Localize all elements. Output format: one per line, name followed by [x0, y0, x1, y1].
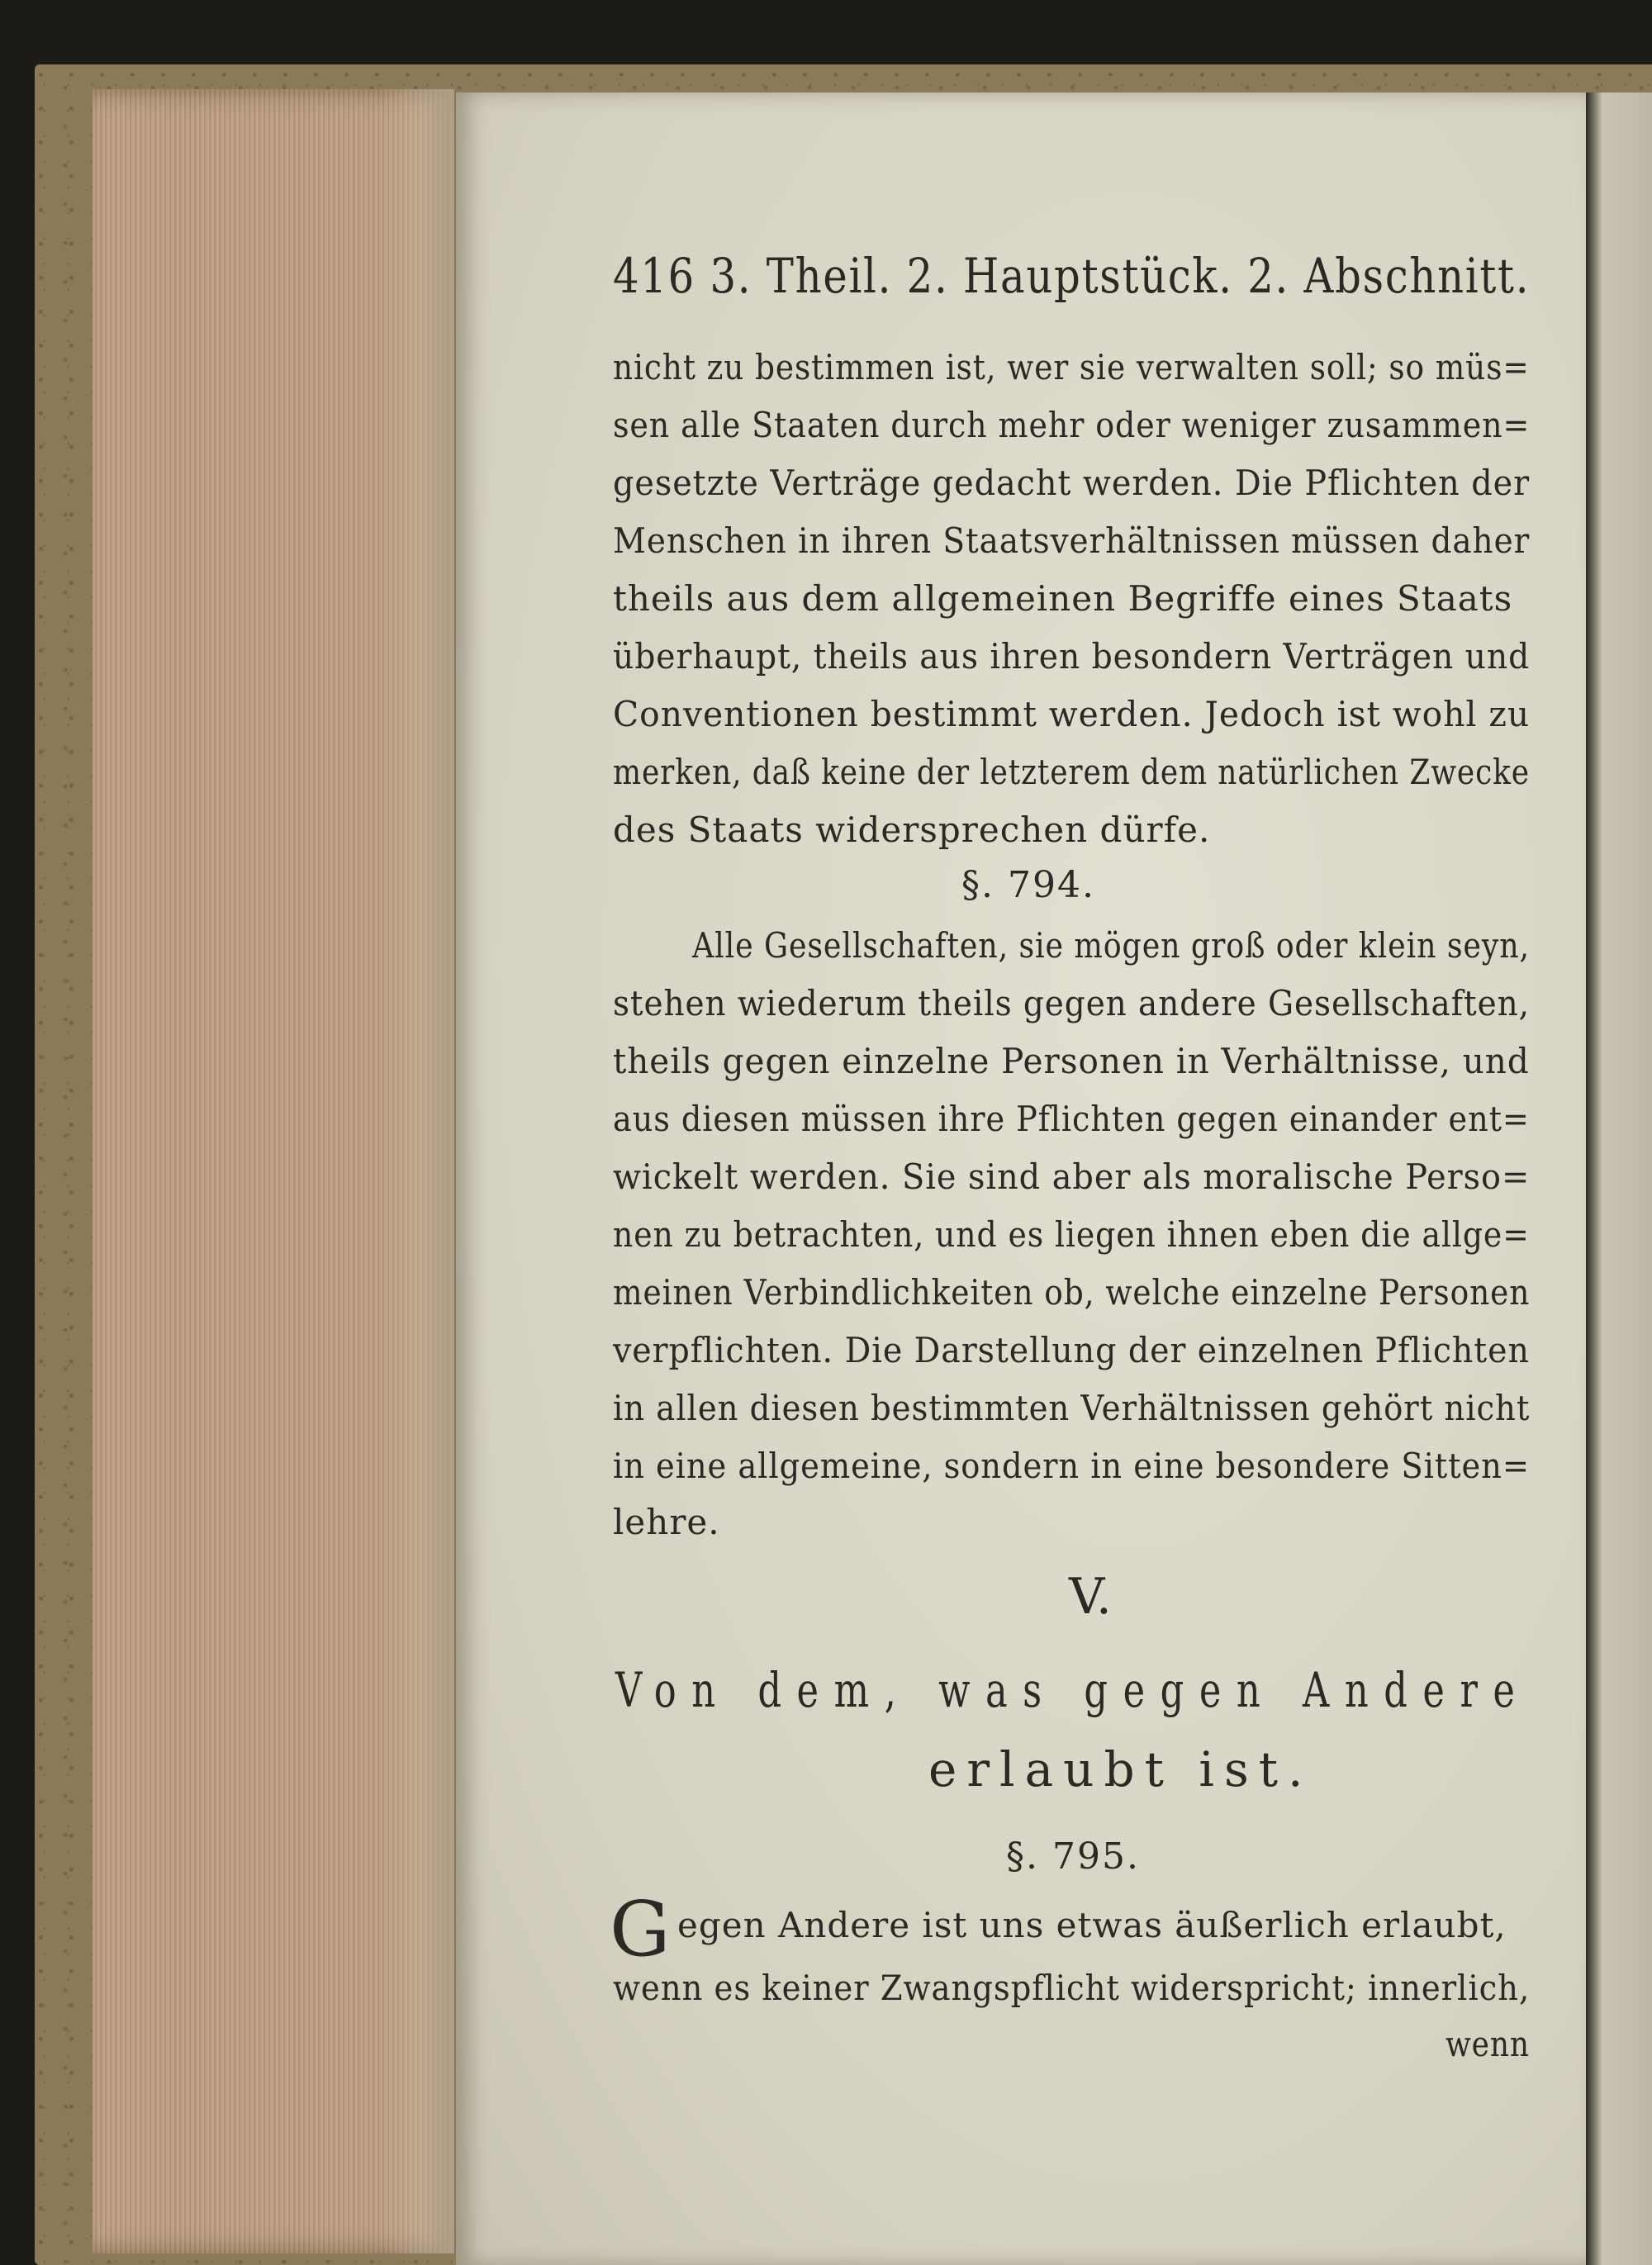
- chapter-title: Von dem, was gegen Andere: [615, 1662, 1531, 1718]
- catchword: wenn: [1446, 2024, 1530, 2064]
- page-gutter-shadow: [380, 89, 454, 2253]
- text-line: überhaupt, theils aus ihren besondern Verträgen und: [613, 636, 1531, 677]
- text-line: des Staats widersprechen dürfe.: [613, 810, 1211, 850]
- text-line: Alle Gesellschaften, sie mögen groß oder klein seyn,: [692, 925, 1530, 966]
- text-line: lehre.: [613, 1502, 720, 1542]
- text-line: nicht zu bestimmen ist, wer sie verwalten soll; so müs=: [613, 347, 1530, 387]
- text-line: egen Andere ist uns etwas äußerlich erlaubt,: [677, 1905, 1507, 1945]
- chapter-number: V.: [1069, 1568, 1112, 1626]
- text-line: in eine allgemeine, sondern in eine besondere Sitten=: [613, 1446, 1530, 1486]
- chapter-title-continued: erlaubt ist.: [928, 1741, 1313, 1797]
- drop-cap: G: [610, 1885, 671, 1973]
- text-line: wickelt werden. Sie sind aber als moralische Perso=: [613, 1156, 1531, 1197]
- text-line: wenn es keiner Zwangspflicht widerspricht; innerlich,: [613, 1968, 1531, 2008]
- section-heading-794: §. 794.: [961, 864, 1095, 906]
- running-head: 416 3. Theil. 2. Hauptstück. 2. Abschnitt.: [613, 248, 1531, 304]
- facing-page-edge: [1586, 93, 1652, 2265]
- text-line: gesetzte Verträge gedacht werden. Die Pflichten der: [613, 463, 1531, 503]
- text-line: theils aus dem allgemeinen Begriffe eines Staats: [613, 578, 1513, 619]
- section-heading-795: §. 795.: [1006, 1835, 1140, 1878]
- text-line: merken, daß keine der letzterem dem natürlichen Zwecke: [613, 752, 1530, 792]
- text-line: stehen wiederum theils gegen andere Gesellschaften,: [613, 983, 1530, 1023]
- text-line: meinen Verbindlichkeiten ob, welche einzelne Personen: [613, 1272, 1531, 1313]
- text-line: aus diesen müssen ihre Pflichten gegen einander ent=: [613, 1099, 1530, 1139]
- text-line: in allen diesen bestimmten Verhältnissen gehört nicht: [613, 1388, 1531, 1428]
- text-line: Conventionen bestimmt werden. Jedoch ist wohl zu: [613, 694, 1531, 734]
- text-line: sen alle Staaten durch mehr oder weniger zusammen=: [613, 405, 1531, 445]
- text-line: verpflichten. Die Darstellung der einzelnen Pflichten: [613, 1330, 1530, 1370]
- text-line: theils gegen einzelne Personen in Verhältnisse, und: [613, 1041, 1530, 1081]
- text-line: Menschen in ihren Staatsverhältnissen müssen daher: [613, 520, 1531, 561]
- text-line: nen zu betrachten, und es liegen ihnen eben die allge=: [613, 1214, 1530, 1255]
